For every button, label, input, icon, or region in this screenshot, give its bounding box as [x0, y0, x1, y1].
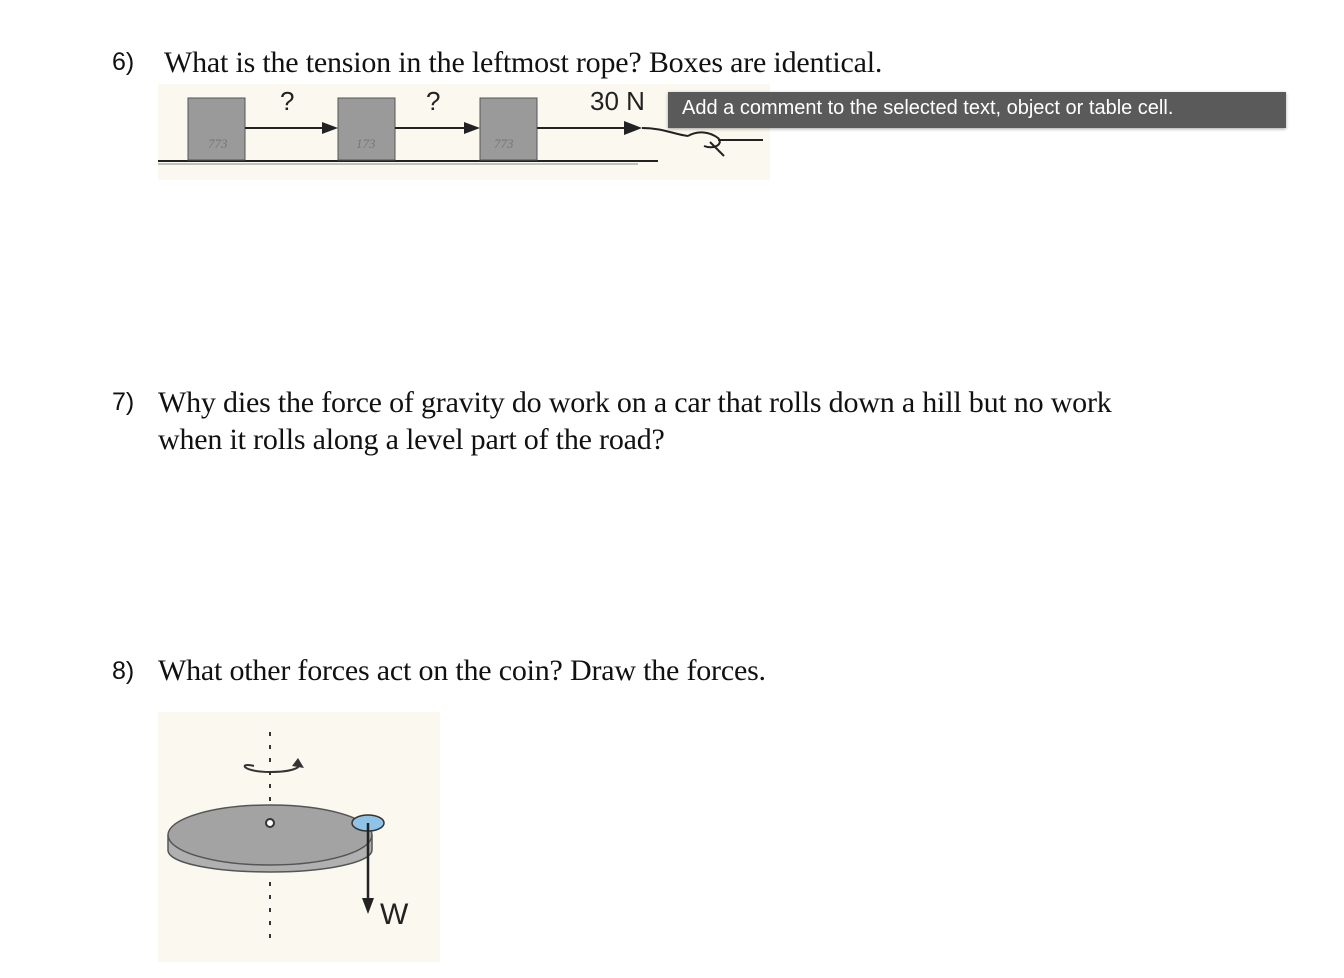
rope-1-arrowhead: [322, 122, 338, 134]
question-7-line-2: when it rolls along a level part of the road?: [158, 423, 665, 456]
box-3-mark: 773: [494, 136, 514, 151]
force-label: 30 N: [590, 86, 645, 116]
box-1-mark: 773: [208, 136, 228, 151]
rope-tail: [642, 128, 688, 136]
coin-turntable-diagram: [158, 712, 440, 962]
hand-icon: [688, 132, 763, 156]
question-8-text: What other forces act on the coin? Draw the forces.: [158, 654, 766, 687]
question-7-number: 7): [112, 388, 135, 416]
weight-label: W: [380, 898, 409, 931]
rope-3-arrowhead: [624, 121, 642, 135]
rope-2-arrowhead: [464, 122, 480, 134]
rope-2-label: ?: [426, 86, 441, 116]
rotation-arrow-icon: [245, 762, 300, 772]
question-7-line-1: Why dies the force of gravity do work on a car that rolls down a hill but no work: [158, 386, 1112, 419]
comment-tooltip: [668, 92, 1286, 128]
question-8-number: 8): [112, 657, 135, 685]
question-6-text: What is the tension in the leftmost rope? Boxes are identical.: [164, 46, 883, 79]
rotation-arrowhead: [292, 758, 304, 768]
comment-tooltip-text: Add a comment to the selected text, object or table cell.: [682, 97, 1174, 119]
weight-arrowhead: [362, 898, 374, 914]
rope-1-label: ?: [280, 86, 295, 116]
turntable-top: [168, 805, 372, 865]
coin-turntable-figure: [158, 712, 440, 962]
question-6-number: 6): [112, 48, 135, 76]
box-2-mark: 173: [356, 136, 376, 151]
center-pin: [266, 819, 274, 827]
